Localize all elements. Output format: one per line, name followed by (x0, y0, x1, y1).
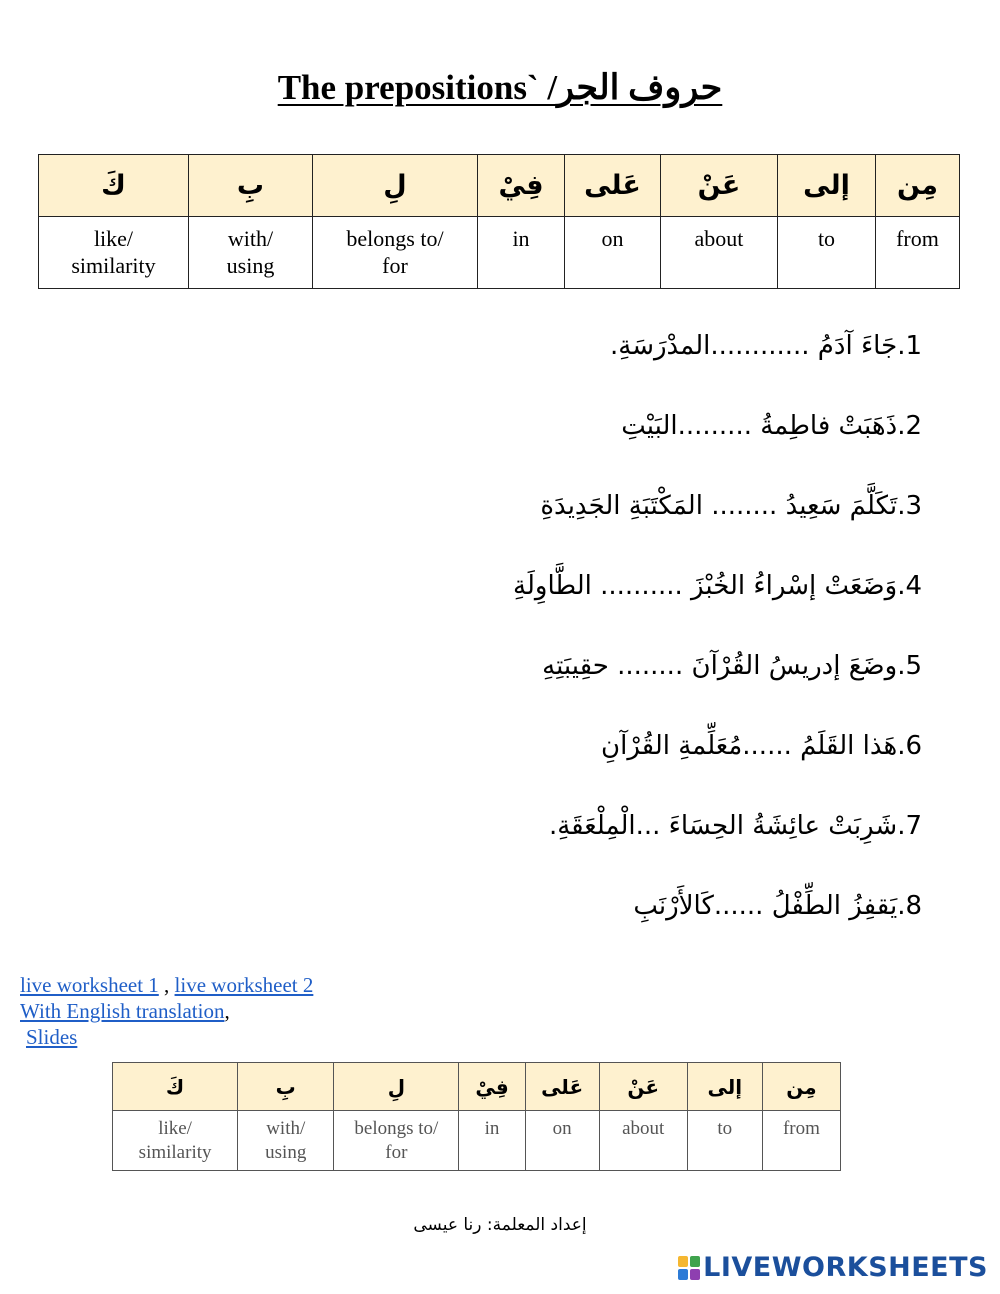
arabic-cell: فِيْ (459, 1063, 525, 1111)
english-cell: with/ using (189, 217, 313, 289)
english-cell: about (661, 217, 778, 289)
english-cell: like/ similarity (39, 217, 189, 289)
english-cell: from (876, 217, 960, 289)
exercise-sentence: 7.شَرِبَتْ عائِشَةُ الحِسَاءَ ...الْمِلْعَقَةِ. (548, 811, 922, 841)
arabic-cell: بِ (238, 1063, 334, 1111)
english-cell: in (459, 1111, 525, 1171)
arabic-header-row (39, 155, 960, 217)
arabic-cell: إلى (778, 155, 876, 217)
arabic-cell: إلى (687, 1063, 762, 1111)
page-title-text: The prepositions` /حروف الجر (277, 68, 723, 107)
english-cell: like/ similarity (113, 1111, 238, 1171)
english-cell: on (525, 1111, 599, 1171)
exercise-sentence: 2.ذَهَبَتْ فاطِمةُ .........البَيْتِ (621, 411, 922, 441)
prepositions-table (38, 154, 960, 289)
exercise-sentence: 3.تَكَلَّمَ سَعِيدُ ........ المَكْتَبَةِ الجَدِيدَةِ (540, 491, 922, 521)
arabic-header-row (113, 1063, 841, 1111)
arabic-cell: كَ (39, 155, 189, 217)
exercise-sentence: 5.وضَعَ إدريسُ القُرْآنَ ........ حقِيبَتِهِ (542, 651, 922, 681)
english-translation-link[interactable]: With English translation (20, 999, 225, 1023)
arabic-cell: فِيْ (478, 155, 565, 217)
arabic-cell: بِ (189, 155, 313, 217)
english-cell: with/ using (238, 1111, 334, 1171)
arabic-cell: لِ (334, 1063, 459, 1111)
arabic-cell: عَنْ (661, 155, 778, 217)
english-cell: from (762, 1111, 840, 1171)
page-title (0, 64, 1000, 112)
english-cell: to (778, 217, 876, 289)
exercise-sentence: 8.يَقفِزُ الطِّفْلُ ......كَالأَرْنَبِ (633, 891, 922, 921)
arabic-cell: كَ (113, 1063, 238, 1111)
arabic-cell: عَلى (525, 1063, 599, 1111)
english-cell: belongs to/ for (313, 217, 478, 289)
arabic-cell: لِ (313, 155, 478, 217)
arabic-cell: مِن (762, 1063, 840, 1111)
arabic-cell: عَنْ (599, 1063, 687, 1111)
english-row (39, 217, 960, 289)
liveworksheets-logo[interactable] (678, 1252, 988, 1283)
english-cell: in (478, 217, 565, 289)
english-cell: to (687, 1111, 762, 1171)
exercise-sentence: 6.هَذا القَلَمُ ......مُعَلِّمةِ القُرْآنِ (601, 731, 922, 761)
arabic-cell: مِن (876, 155, 960, 217)
english-cell: belongs to/ for (334, 1111, 459, 1171)
prepositions-table-image (112, 1062, 841, 1171)
live-worksheet-1-link[interactable]: live worksheet 1 (20, 973, 159, 997)
resource-links: live worksheet 1 , live worksheet 2 With English translation, Slides (20, 973, 314, 1049)
arabic-cell: عَلى (565, 155, 661, 217)
slides-link[interactable]: Slides (26, 1025, 78, 1049)
exercise-sentence: 1.جَاءَ آدَمُ ............المدْرَسَةِ. (609, 331, 922, 361)
exercise-sentence: 4.وَضَعَتْ إسْراءُ الخُبْزَ .......... الطَّاوِلَةِ (513, 571, 922, 601)
author-credit: إعداد المعلمة: رنا عيسى (413, 1215, 587, 1235)
english-row (113, 1111, 841, 1171)
live-worksheet-2-link[interactable]: live worksheet 2 (174, 973, 314, 997)
english-cell: about (599, 1111, 687, 1171)
liveworksheets-logo-icon (678, 1256, 700, 1280)
english-cell: on (565, 217, 661, 289)
brand-name: LIVEWORKSHEETS (703, 1252, 988, 1283)
exercise-sentences (322, 322, 922, 962)
